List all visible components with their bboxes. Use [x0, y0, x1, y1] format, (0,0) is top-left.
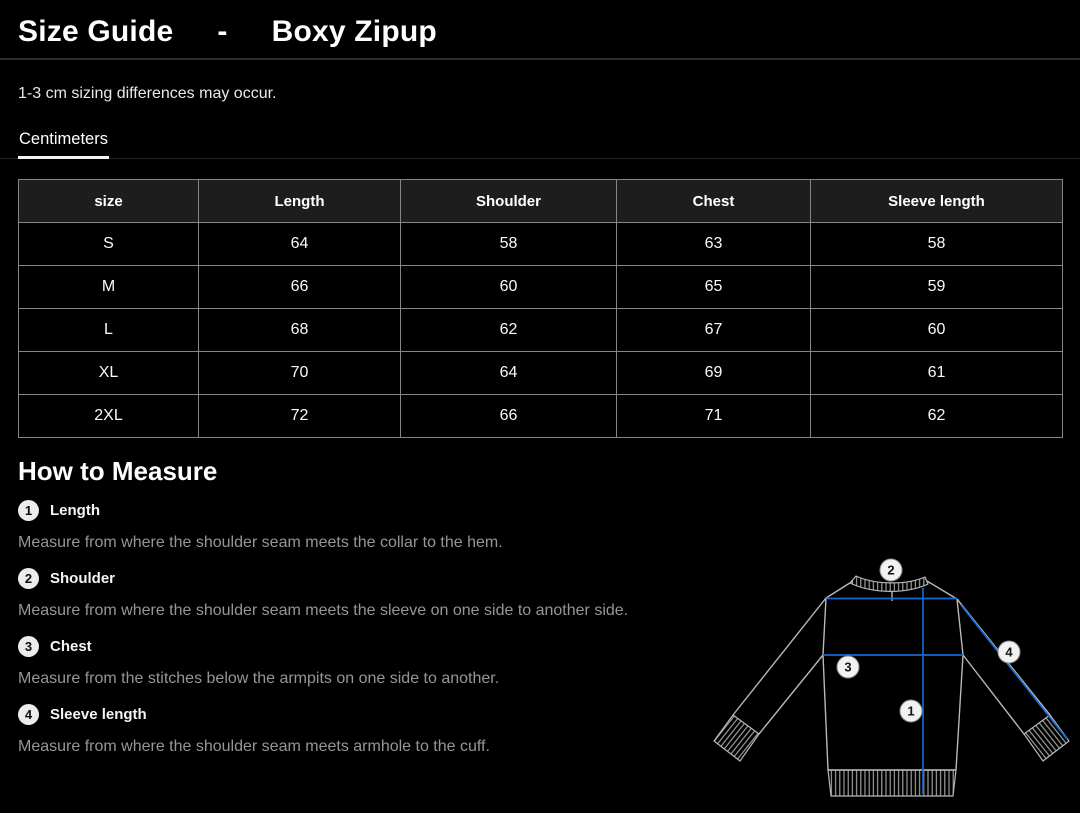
diagram-badge-1: [900, 700, 922, 722]
table-row: [19, 309, 1063, 352]
left-cuff-rib: [714, 715, 759, 761]
garment-diagram: [700, 548, 1080, 813]
page-title: [18, 15, 437, 49]
column-header-sleeve-length: Sleeve length: [811, 180, 1063, 223]
size-cell: 2XL: [19, 395, 199, 438]
hem-rib: [828, 770, 956, 796]
measure-item-header: [18, 636, 698, 657]
page-title-product: Boxy Zipup: [271, 15, 437, 48]
page-title-section: Size Guide: [18, 15, 174, 48]
measure-item-label: Length: [50, 502, 100, 519]
value-cell: 69: [617, 352, 811, 395]
column-header-chest: Chest: [617, 180, 811, 223]
badge-number: 1: [907, 703, 915, 719]
diagram-badge-3: [837, 656, 859, 678]
value-cell: 59: [811, 266, 1063, 309]
value-cell: 58: [811, 223, 1063, 266]
badge-number: 4: [1005, 644, 1013, 660]
size-cell: XL: [19, 352, 199, 395]
value-cell: 72: [199, 395, 401, 438]
value-cell: 68: [199, 309, 401, 352]
right-shoulder-seam: [927, 581, 957, 599]
badge-number: 3: [844, 659, 852, 675]
right-sleeve-inner-seam: [963, 655, 1024, 734]
measure-item-description: Measure from where the shoulder seam meets the sleeve on one side to another side.: [18, 602, 629, 619]
value-cell: 62: [811, 395, 1063, 438]
measure-item-shoulder: [18, 568, 698, 620]
measure-item-description: Measure from where the shoulder seam meets armhole to the cuff.: [18, 738, 490, 755]
value-cell: 64: [401, 352, 617, 395]
size-cell: M: [19, 266, 199, 309]
column-header-size: size: [19, 180, 199, 223]
measure-item-label: Shoulder: [50, 570, 116, 587]
badge-number: 2: [887, 562, 895, 578]
title-separator: -: [217, 15, 228, 48]
sizing-notice: 1-3 cm sizing differences may occur.: [18, 85, 277, 102]
diagram-badge-2: [880, 559, 902, 581]
measure-item-chest: [18, 636, 698, 688]
number-badge-2: 2: [18, 568, 39, 589]
table-row: [19, 352, 1063, 395]
value-cell: 67: [617, 309, 811, 352]
page-header: [0, 0, 1080, 60]
right-cuff-rib: [1024, 715, 1069, 761]
sweater-illustration-svg: [700, 548, 1080, 813]
value-cell: 70: [199, 352, 401, 395]
diagram-badge-4: [998, 641, 1020, 663]
value-cell: 65: [617, 266, 811, 309]
value-cell: 60: [401, 266, 617, 309]
column-header-length: Length: [199, 180, 401, 223]
value-cell: 62: [401, 309, 617, 352]
value-cell: 60: [811, 309, 1063, 352]
measure-item-header: [18, 704, 698, 725]
table-row: [19, 223, 1063, 266]
value-cell: 63: [617, 223, 811, 266]
left-sleeve-inner-seam: [759, 655, 823, 734]
number-badge-3: 3: [18, 636, 39, 657]
measure-item-header: [18, 500, 698, 521]
measure-list: [18, 500, 698, 756]
value-cell: 66: [401, 395, 617, 438]
table-header-row: [19, 180, 1063, 223]
measure-item-description: Measure from where the shoulder seam meets the collar to the hem.: [18, 534, 503, 551]
left-shoulder-seam: [826, 581, 853, 598]
measure-item-label: Sleeve length: [50, 706, 147, 723]
table-row: [19, 395, 1063, 438]
size-cell: S: [19, 223, 199, 266]
measure-item-sleeve-length: [18, 704, 698, 756]
tab-centimeters[interactable]: Centimeters: [18, 130, 109, 159]
unit-tabs: [0, 130, 1080, 159]
measure-item-header: [18, 568, 698, 589]
value-cell: 58: [401, 223, 617, 266]
value-cell: 66: [199, 266, 401, 309]
measure-item-length: [18, 500, 698, 552]
size-table: [18, 179, 1063, 438]
value-cell: 71: [617, 395, 811, 438]
table-row: [19, 266, 1063, 309]
size-cell: L: [19, 309, 199, 352]
number-badge-1: 1: [18, 500, 39, 521]
measure-item-label: Chest: [50, 638, 92, 655]
sweater-outline: [714, 576, 1069, 796]
column-header-shoulder: Shoulder: [401, 180, 617, 223]
left-sleeve-outer-seam: [733, 598, 826, 715]
value-cell: 64: [199, 223, 401, 266]
measure-item-description: Measure from the stitches below the armpits on one side to another.: [18, 670, 500, 687]
value-cell: 61: [811, 352, 1063, 395]
body-outline: [823, 598, 963, 770]
how-to-measure-title: How to Measure: [18, 456, 218, 486]
number-badge-4: 4: [18, 704, 39, 725]
